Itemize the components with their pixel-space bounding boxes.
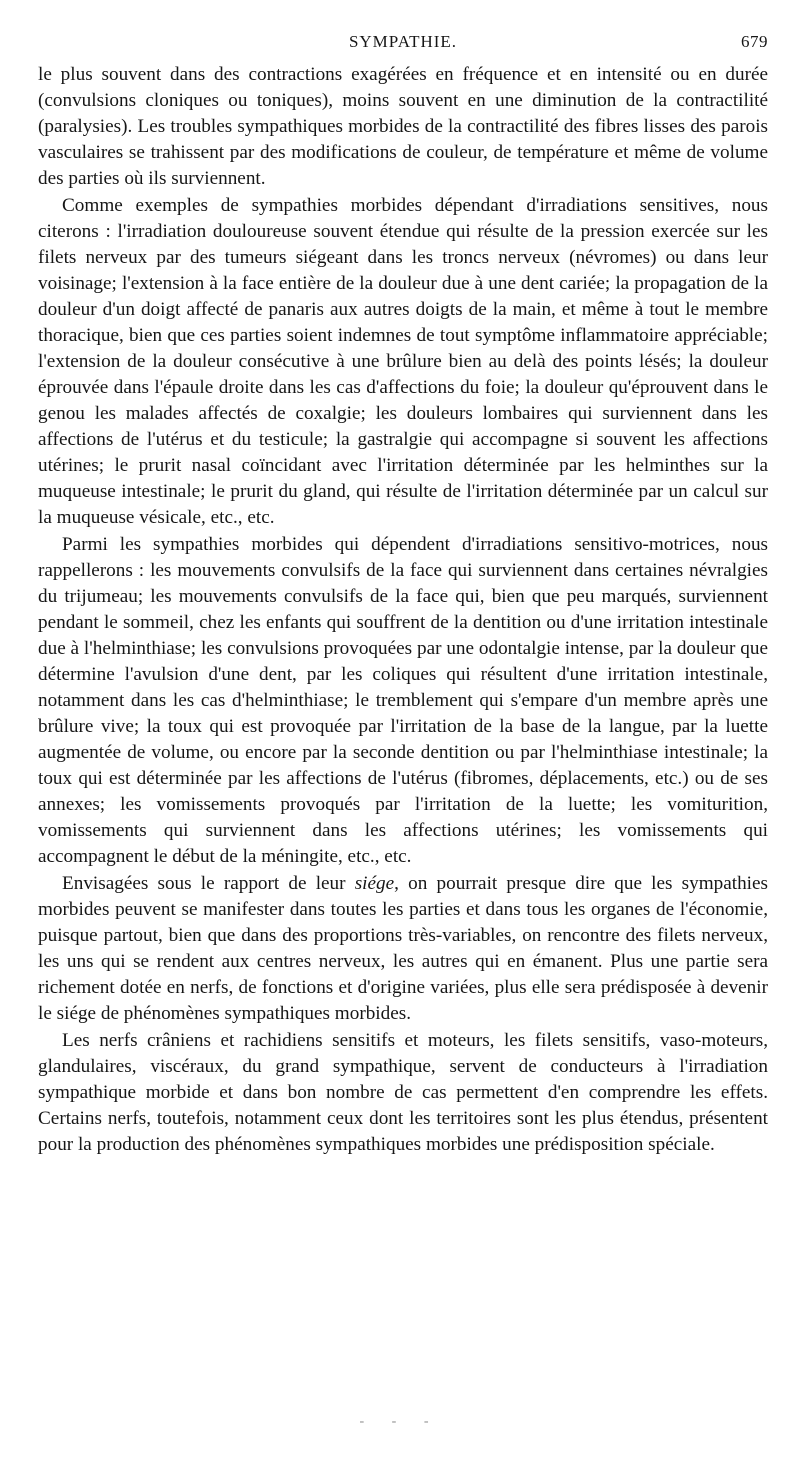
footer-marks: - - -: [359, 1414, 441, 1429]
paragraph-cranial-nerves: Les nerfs crâniens et rachidiens sensitifs et moteurs, les filets sensitifs, vaso-moteurs, glandulaires, viscéraux, du grand sympathique, servent de conducteurs à l'irradiation sympathique morbide et dans bon nombre de cas permettent d'en comprendre les effets. Certains nerfs, toutefois, notamment ceux dont les territoires sont les plus étendus, présentent pour la production des phénomènes sympathiques morbides une prédisposition spéciale.: [38, 1030, 768, 1155]
paragraph-sensitive-irradiations: Comme exemples de sympathies morbides dépendant d'irradiations sensitives, nous citerons : l'irradiation douloureuse souvent étendue qui résulte de la pression exercée sur les filets nerveux par des tumeurs siégeant dans les troncs nerveux (névromes) ou dans leur voisinage; l'extension à la face entière de la douleur due à une dent cariée; la propagation de la douleur d'un doigt affecté de panaris aux autres doigts de la main, et même à tout le membre thoracique, bien que ces parties soient indemnes de tout symptôme inflammatoire appréciable; l'extension de la douleur consécutive à une brûlure bien au delà des points lésés; la douleur éprouvée dans l'épaule droite dans les cas d'affections du foie; la douleur qu'éprouvent dans le genou les malades affectés de coxalgie; les douleurs lombaires qui surviennent dans les affections de l'utérus et du testicule; la gastralgie qui accompagne si souvent les affections utérines; le prurit nasal coïncidant avec l'irritation déterminée par les helminthes sur la muqueuse intestinale; le prurit du gland, qui résulte de l'irritation déterminée par un calcul sur la muqueuse vésicale, etc., etc.: [38, 195, 768, 528]
running-head: [38, 32, 768, 56]
body-text: [38, 62, 768, 1158]
paragraph-sensitivo-motor-irradiations: Parmi les sympathies morbides qui dépendent d'irradiations sensitivo-motrices, nous rappellerons : les mouvements convulsifs de la face qui surviennent dans certaines névralgies du trijumeau; les mouvements convulsifs de la face qui, bien que peu marqués, surviennent pendant le sommeil, chez les enfants qui souffrent de la dentition ou d'une irritation intestinale due à l'helminthiase; les convulsions provoquées par une odontalgie intense, par la douleur que détermine l'avulsion d'une dent, par les coliques qui résultent d'une irritation intestinale, notamment dans les cas d'helminthiase; le tremblement qui s'empare d'un membre après une brûlure vive; la toux qui est provoquée par l'irritation de la base de la langue, par la luette augmentée de volume, ou encore par la seconde dentition ou par l'helminthiase intestinale; la toux qui est déterminée par les affections de l'utérus (fibromes, déplacements, etc.) ou de ses annexes; les vomissements provoqués par l'irritation de la luette; les vomiturition, vomissements qui surviennent dans les affections utérines; les vomissements qui accompagnent le début de la méningite, etc., etc.: [38, 534, 768, 867]
paragraph-seat-text-end: , on pourrait presque dire que les sympathies morbides peuvent se manifester dans toutes les parties et dans tous les organes de l'économie, puisque partout, bien que dans des proportions très-variables, on rencontre des filets nerveux, les uns qui se rendent aux centres nerveux, les autres qui en émanent. Plus une partie sera richement dotée en nerfs, de fonctions et d'origine variées, plus elle sera prédisposée à devenir le siége de phénomènes sympathiques morbides.: [38, 873, 768, 1024]
paragraph-seat-text-start: Envisagées sous le rapport de leur: [62, 873, 355, 894]
paragraph-continued: le plus souvent dans des contractions exagérées en fréquence et en intensité ou en durée (convulsions cloniques ou toniques), moins souvent en une diminution de la contractilité (paralysies). Les troubles sympathiques morbides de la contractilité des fibres lisses des parois vasculaires se trahissent par des modifications de couleur, de température et même de volume des parties où ils surviennent.: [38, 64, 768, 189]
paragraph-seat-of-sympathies: [38, 871, 768, 1027]
running-title: SYMPATHIE.: [348, 32, 458, 51]
page-number: 679: [741, 32, 768, 51]
italic-word-siege: siége: [354, 873, 395, 894]
